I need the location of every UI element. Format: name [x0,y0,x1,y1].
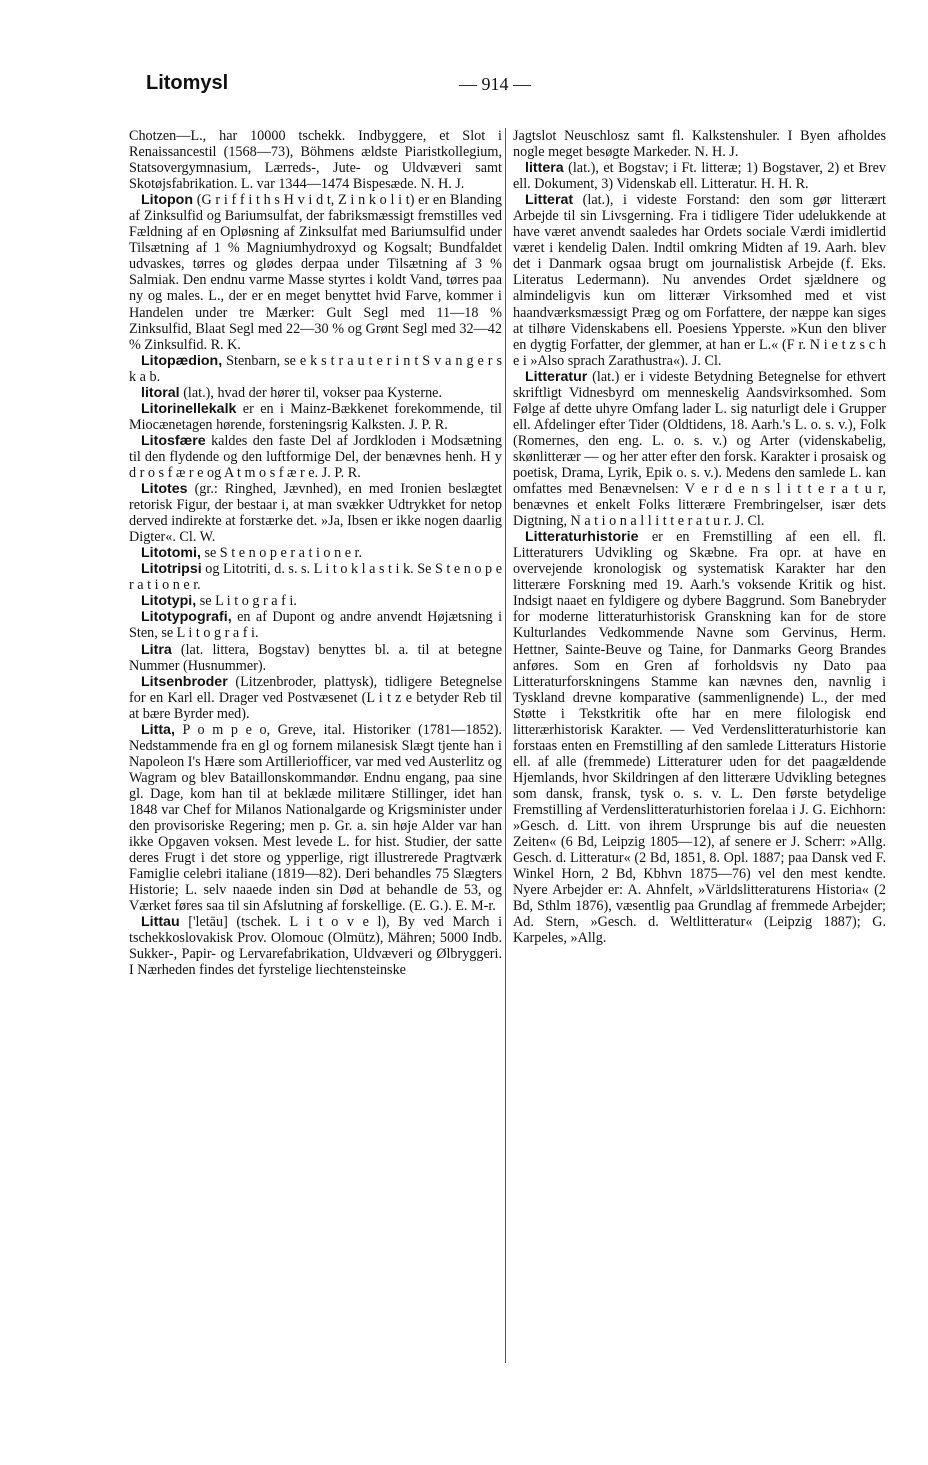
entry-litteratur: Litteratur (lat.) er i videste Betydning Betegnelse for ethvert skriftligt Vidnesbyrd om menneskelig Aandsvirksomhed. Som Følge af dette uhyre Omfang lader L. sig naturligt dele i Grupper ell. Afdelinger efter Tider (Oldtidens, 18. Aarh.'s L. o. s. v.), Folk (Romernes, den eng. L. o. s. v.) og Arter (videnskabelig, skønlitterær — og her atter efter den forsk. Karakter i prosaisk og poetisk, Drama, Lyrik, Epik o. s. v.). Medens den samlede L. kan omfattes med Benævnelsen: V e r d e n s l i t t e r a t u r, benævnes et enkelt Folks litterære Frembringelser, især dets Digtning, N a t i o n a l l i t t e r a t u r. J. Cl. [513,368,886,530]
entry-headword: Litotes [141,481,188,498]
entry-headword: Litterat [525,192,574,209]
entry-headword: Litotypografi, [141,609,232,626]
page-number: — 914 — [459,74,531,94]
entry-littau: Littau ['letāu] (tschek. L i t o v e l), By ved March i tschekkoslovakisk Prov. Olomouc (Olmütz), Mähren; 5000 Indb. Sukker-, Papir- og Lervarefabrikation, Uldvæveri og Ølbryggeri. I Nærheden findes det fyrstelige liechtensteinske [129,914,503,979]
entry-headword: litoral [141,384,180,401]
entry-litopon: Litopon (G r i f f i t h s H v i d t, Z i n k o l i t) er en Blanding af Zinksulfid og Bariumsulfat, der fabriksmæssigt fremstilles ved Fældning af en Opløsning af Zinksulfat med Bariumsulfid under Tilsætning af 1 % Magniumhydroxyd og Kogsalt; Bundfaldet udvaskes, tørres og glødes derpaa under Tilsætning af 3 % Salmiak. Den endnu varme Masse styrtes i koldt Vand, tørres paa ny og males. L., der er en meget benyttet hvid Farve, kommer i Handelen under tre Mærker: Gult Segl med 11—18 % Zinksulfid, Blaat Segl med 22—30 % og Grønt Segl med 32—42 % Zinksulfid. R. K. [129,192,503,353]
entry-continuation: Chotzen—L., har 10000 tschekk. Indbyggere, et Slot i Renaissancestil (1568—73), Böhmens ældste Piaristkollegium, Statsovergymnasium, Lærreds-, Jute- og Uldvæveri samt Skotøjsfabrikation. L. var 1344—1474 Bispesæde. N. H. J. [129,128,502,193]
entry-headword: Litta, [141,721,175,738]
entry-litotypografi: Litotypografi, en af Dupont og andre anvendt Højætsning i Sten, se L i t o g r a f i. [129,609,503,642]
right-column [513,128,886,946]
page-header [146,72,868,102]
entry-litotes: Litotes (gr.: Ringhed, Jævnhed), en med Ironien beslægtet retorisk Figur, der bestaar i, at man svækker Udtrykket for netop derved indirekte at forstærke det. »Ja, Ibsen er ikke nogen daarlig Digter«. Cl. W. [129,481,502,546]
running-headword: Litomysl [146,72,229,94]
entry-litorinellekalk: Litorinellekalk er en i Mainz-Bækkenet forekommende, til Miocænetagen hørende, forsteningsrig Kalksten. J. P. R. [129,400,503,433]
entry-litopaedion: Litopædion, Stenbarn, se e k s t r a u t e r i n t S v a n g e r s k a b. [129,352,503,385]
entry-headword: Litra [141,641,172,658]
entry-headword: Litotripsi [141,561,202,578]
entry-litosfaere: Litosfære kaldes den faste Del af Jordkloden i Modsætning til den flydende og den luftformige Del, der benævnes henh. H y d r o s f æ r e og A t m o s f æ r e. J. P. R. [129,432,503,481]
entry-headword: Littau [141,914,180,931]
entry-litotypi: Litotypi, se L i t o g r a f i. [141,593,297,610]
entry-litta: Litta, P o m p e o, Greve, ital. Historiker (1781—1852). Nedstammende fra en gl og fornem milanesisk Slægt tjente han i Napoleon I's Hære som Artilleriofficer, var med ved Austerlitz og Wagram og blev Bataillonskommandør. Endnu engang, paa sine gl. Dage, kom han til at beklæde militære Stillinger, idet han 1848 var Chef for Milanos Nationalgarde og Krigsminister under den provisoriske Regering; men p. Gr. a. sin høje Alder var han ikke Opgaven voksen. Mest levede L. for hist. Studier, der satte deres Frugt i det store og ypperlige, rigt illustrerede Pragtværk Famiglie celebri italiane (1819—82). Deri behandles 75 Slægters Historie; L. selv naaede inden sin Død at behandle de 53, og Værket føres saa til sin Afslutning af forskellige. (E. G.). E. M-r. [129,721,502,915]
entry-litotomi: Litotomi, se S t e n o p e r a t i o n e r. [141,545,363,562]
entry-headword: littera [525,160,564,177]
entry-litterat: Litterat (lat.), i videste Forstand: den som gør litterært Arbejde til sin Livsgerning. Fra i tidligere Tider udelukkende at have været anvendt saaledes har Ordets sociale Værdi imidlertid været i kendelig Dalen. Indtil omkring Midten af 19. Aarh. blev det i Danmark ogsaa brugt om journalistisk Arbejde (f. Eks. Literatus Ledermann). Nu anvendes Ordet sjældnere og almindeligvis kun om litterær Virksomhed med et vist haandværksmæssigt Præg og om Forfattere, der næppe kan siges at tilhøre Videnskabens ell. Poesiens Ypperste. »Kun den bliver en dygtig Forfatter, der glemmer, at han er L.« (F r. N i e t z s c h e i »Also sprach Zarathustra«). J. Cl. [513,192,886,369]
entry-headword: Litteratur [525,368,588,385]
entry-headword: Litosfære [141,432,206,449]
entry-litoral: litoral (lat.), hvad der hører til, vokser paa Kysterne. [141,384,443,401]
entry-headword: Litsenbroder [141,673,228,690]
entry-headword: Litopædion, [141,352,223,369]
entry-headword: Litotomi, [141,545,201,562]
entry-headword: Litteraturhistorie [525,529,639,546]
column-divider [505,128,506,1363]
entry-littera: littera (lat.), et Bogstav; i Ft. litteræ; 1) Bogstaver, 2) et Brev ell. Dokument, 3) Videnskab ell. Litteratur. H. H. R. [513,160,886,193]
entry-headword: Litotypi, [141,593,197,610]
entry-litsenbroder: Litsenbroder (Litzenbroder, plattysk), tidligere Betegnelse for en Karl ell. Drager ved Postvæsenet (L i t z e betyder Reb til at bære Byrder med). [129,673,503,722]
entry-litotripsi: Litotripsi og Litotriti, d. s. s. L i t o k l a s t i k. Se S t e n o p e r a t i o n e r. [129,561,502,594]
entry-litteraturhistorie: Litteraturhistorie er en Fremstilling af een ell. fl. Litteraturers Udvikling og Skæbne. Fra opr. at have en overvejende kronologisk og systematisk Karakter har den litterære Forskning med 19. Aarh.'s voksende Kritik og hist. Indsigt naaet en fyldigere og dybere Baggrund. Som Banebryder for moderne litteraturhistorisk Granskning kan for de store Kulturlandes Vedkommende Navne som Gervinus, Herm. Hettner, Sainte-Beuve og Taine, for Danmarks Georg Brandes anføres. Som en Gren af forholdsvis ny Dato paa Litteraturforskningens Stamme kan nævnes den, navnlig i Tyskland drevne komparative (sammenlignende) L., der med Støtte i Tekstkritik ofte har en mere filologisk end litterærhistorisk Karakter. — Ved Verdenslitteraturhistorie kan forstaas enten en Fremstilling af den samlede Litteraturs Historie ell. af alle (fremmede) Litteraturer uden for det paagældende Hjemlands, hvor Skildringen af den litterære Udvikling betegnes som dansk, fransk, tysk o. s. v. L. Den første betydelige Fremstilling af Verdenslitteraturhistorien forelaa i J. G. Eichhorn: »Gesch. d. Litt. von ihrem Ursprunge bis auf die neuesten Zeiten« (6 Bd, Leipzig 1805—12), af senere er J. Scherr: »Allg. Gesch. d. Litteratur« (2 Bd, 1851, 8. Opl. 1887; paa Dansk ved F. Winkel Horn, 2 Bd, Kbhvn 1875—76) vel den mest kendte. Nyere Arbejder er: A. Ahnfelt, »Världslitteraturens Historia« (2 Bd, Sthlm 1876), væsentlig paa Grundlag af fremmede Arbejder; Ad. Stern, »Gesch. d. Weltlitteratur« (Leipzig 1887); G. Karpeles, »Allg. [513,529,886,947]
entry-headword: Litorinellekalk [141,400,237,417]
left-column [129,128,502,978]
entry-litra: Litra (lat. littera, Bogstav) benyttes bl. a. til at betegne Nummer (Husnummer). [129,641,503,674]
entry-headword: Litopon [141,192,193,209]
entry-continuation: Jagtslot Neuschlosz samt fl. Kalkstenshuler. I Byen afholdes nogle meget besøgte Markeder. N. H. J. [513,128,886,161]
